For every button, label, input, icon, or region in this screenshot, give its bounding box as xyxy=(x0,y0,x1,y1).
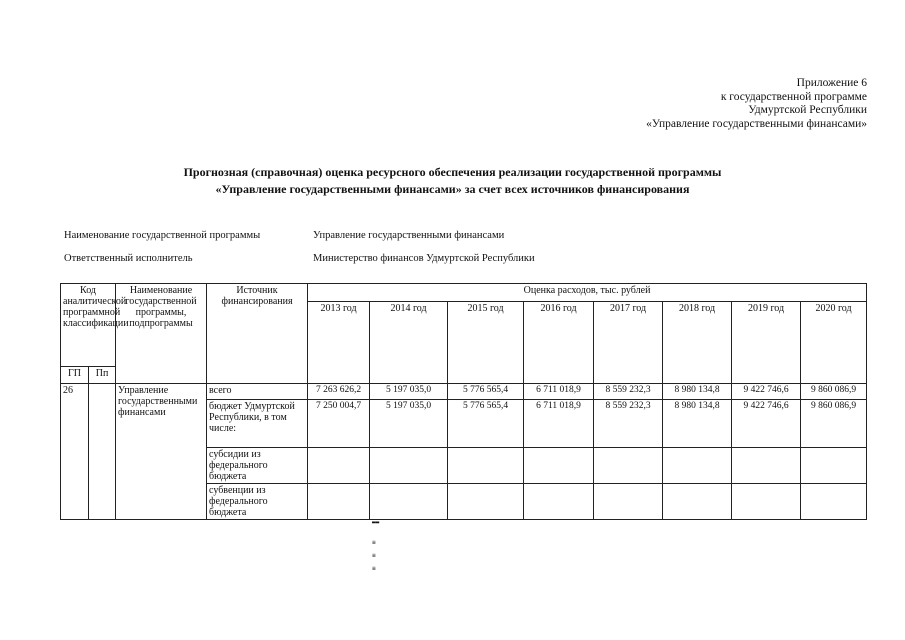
header-pp: Пп xyxy=(89,367,116,384)
header-year-2016: 2016 год xyxy=(524,302,594,384)
value-cell: 5 776 565,4 xyxy=(448,400,524,448)
value-cell: 9 422 746,6 xyxy=(732,400,801,448)
value-cell: 6 711 018,9 xyxy=(524,384,594,400)
value-cell: 5 776 565,4 xyxy=(448,384,524,400)
header-code: Код аналитической программной классификации xyxy=(61,284,116,367)
value-cell: 9 860 086,9 xyxy=(801,384,867,400)
source-cell: субвенции из федерального бюджета xyxy=(207,484,308,520)
value-cell: 5 197 035,0 xyxy=(370,400,448,448)
value-cell xyxy=(594,484,663,520)
scan-mark: ≡ xyxy=(372,552,376,559)
value-cell: 8 980 134,8 xyxy=(663,384,732,400)
scan-mark: ≡ xyxy=(372,565,376,572)
program-label: Наименование государственной программы xyxy=(64,230,261,241)
value-cell xyxy=(801,448,867,484)
pp-code-cell xyxy=(89,384,116,520)
source-cell: субсидии из федерального бюджета xyxy=(207,448,308,484)
value-cell: 8 559 232,3 xyxy=(594,384,663,400)
value-cell: 5 197 035,0 xyxy=(370,384,448,400)
header-estimate: Оценка расходов, тыс. рублей xyxy=(308,284,867,302)
header-gp: ГП xyxy=(61,367,89,384)
header-year-2013: 2013 год xyxy=(308,302,370,384)
source-cell: бюджет Удмуртской Республики, в том числе: xyxy=(207,400,308,448)
value-cell xyxy=(732,484,801,520)
value-cell: 8 980 134,8 xyxy=(663,400,732,448)
value-cell xyxy=(594,448,663,484)
program-value: Управление государственными финансами xyxy=(313,230,505,241)
header-name: Наименование государственной программы, подпрограммы xyxy=(116,284,207,384)
value-cell: 6 711 018,9 xyxy=(524,400,594,448)
header-year-2014: 2014 год xyxy=(370,302,448,384)
scan-mark: ▬▬ xyxy=(372,519,380,526)
value-cell: 7 250 004,7 xyxy=(308,400,370,448)
value-cell xyxy=(524,448,594,484)
value-cell xyxy=(448,484,524,520)
header-year-2020: 2020 год xyxy=(801,302,867,384)
value-cell xyxy=(308,448,370,484)
executor-value: Министерство финансов Удмуртской Республики xyxy=(313,253,535,264)
value-cell xyxy=(663,448,732,484)
scan-mark: ≡ xyxy=(372,539,376,546)
header-year-2017: 2017 год xyxy=(594,302,663,384)
value-cell xyxy=(524,484,594,520)
header-year-2015: 2015 год xyxy=(448,302,524,384)
value-cell: 7 263 626,2 xyxy=(308,384,370,400)
value-cell xyxy=(370,448,448,484)
title-line-2: «Управление государственными финансами» за счет всех источников финансирования xyxy=(215,182,690,196)
appendix-line-1: Приложение 6 xyxy=(796,77,867,89)
document-title xyxy=(0,164,905,198)
header-source: Источник финансирования xyxy=(207,284,308,384)
value-cell xyxy=(732,448,801,484)
value-cell xyxy=(448,448,524,484)
source-cell: всего xyxy=(207,384,308,400)
value-cell: 8 559 232,3 xyxy=(594,400,663,448)
header-year-2019: 2019 год xyxy=(732,302,801,384)
gp-code-cell: 26 xyxy=(61,384,89,520)
appendix-line-2: к государственной программе xyxy=(720,90,867,103)
header-year-2018: 2018 год xyxy=(663,302,732,384)
appendix-line-3: Удмуртской Республики xyxy=(748,104,867,116)
value-cell xyxy=(370,484,448,520)
value-cell: 9 860 086,9 xyxy=(801,400,867,448)
executor-label: Ответственный исполнитель xyxy=(64,253,193,264)
resource-table xyxy=(60,283,867,520)
table-row xyxy=(61,384,867,400)
program-name-cell: Управление государственными финансами xyxy=(116,384,207,520)
value-cell xyxy=(308,484,370,520)
value-cell xyxy=(663,484,732,520)
value-cell: 9 422 746,6 xyxy=(732,384,801,400)
title-line-1: Прогнозная (справочная) оценка ресурсного обеспечения реализации государственной программы xyxy=(183,165,722,179)
appendix-header xyxy=(646,77,867,131)
value-cell xyxy=(801,484,867,520)
appendix-line-4: «Управление государственными финансами» xyxy=(646,117,867,130)
